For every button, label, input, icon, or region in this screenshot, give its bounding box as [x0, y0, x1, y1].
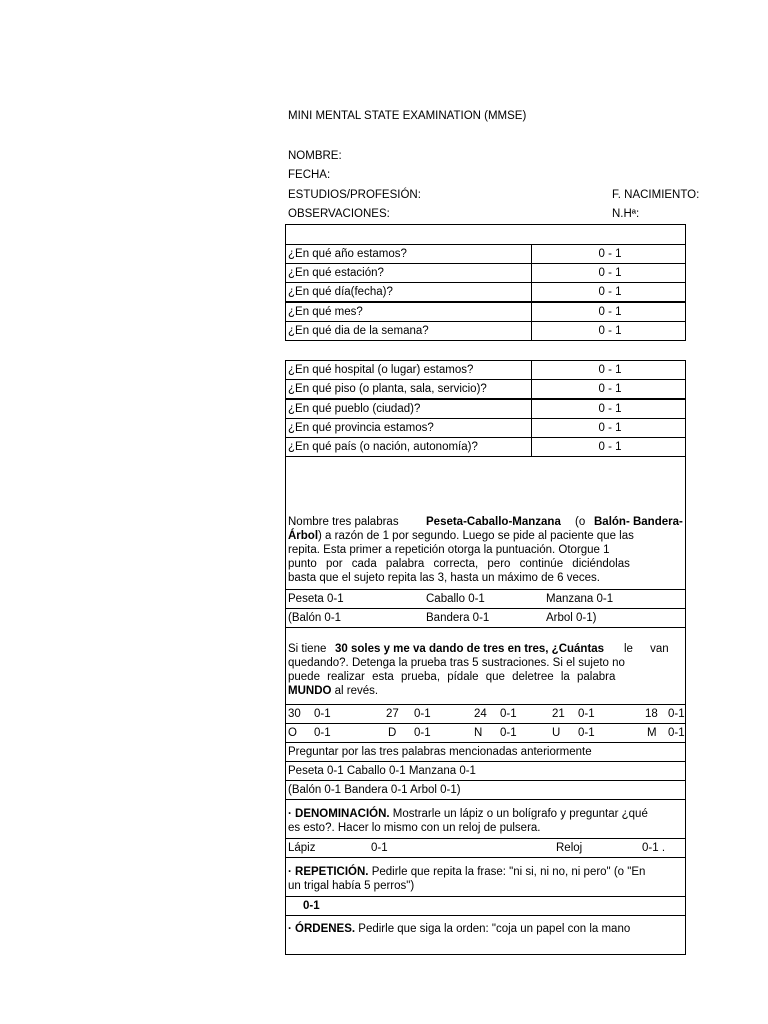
table-row	[285, 418, 686, 438]
fixation-line-2	[288, 530, 634, 542]
score: 0-1	[668, 727, 685, 739]
table-row	[285, 263, 686, 283]
fixation-line-5: basta que el sujeto repita las 3, hasta un máximo de 6 veces.	[288, 572, 600, 584]
attention-line-4	[288, 685, 378, 697]
question: ¿En qué pueblo (ciudad)?	[288, 403, 421, 415]
table-row	[285, 321, 686, 341]
score: 0-1	[314, 708, 331, 720]
question: ¿En qué provincia estamos?	[288, 422, 434, 434]
question: ¿En qué mes?	[288, 306, 363, 318]
lapiz-label: Lápiz	[288, 842, 316, 854]
fixation-line-3: repita. Esta primer a repetición otorga la puntuación. Otorgue 1	[288, 544, 610, 556]
score: 0-1	[500, 708, 517, 720]
text: Mostrarle un lápiz o un bolígrafo y preguntar ¿qué	[389, 808, 648, 820]
text: al revés.	[331, 685, 379, 697]
attention-line-3: puede realizar esta prueba, pídale que deletree la palabra	[288, 671, 616, 683]
table-row	[285, 742, 686, 762]
question: ¿En qué país (o nación, autonomía)?	[288, 441, 478, 453]
text: Nombre tres palabras	[288, 516, 399, 528]
table-row	[285, 608, 686, 628]
letter: D	[388, 727, 397, 739]
score: 0 - 1	[531, 361, 688, 379]
section-label: · REPETICIÓN.	[288, 866, 369, 878]
score: 0 - 1	[531, 264, 688, 282]
recall-words: Peseta 0-1 Caballo 0-1 Manzana 0-1	[288, 765, 476, 777]
words-alt: Árbol	[288, 530, 319, 542]
number: 30	[288, 708, 301, 720]
table-row	[285, 302, 686, 322]
text: (o	[575, 516, 586, 528]
mmse-form	[285, 0, 700, 935]
word-score: Arbol 0-1)	[546, 612, 597, 624]
nh-label: N.Hª:	[612, 208, 640, 220]
word-score: Manzana 0-1	[546, 593, 614, 605]
question: ¿En qué piso (o planta, sala, servicio)?	[288, 383, 487, 395]
table-row	[285, 282, 686, 302]
word-mundo: MUNDO	[288, 685, 332, 697]
score: 0 - 1	[531, 419, 688, 437]
score: 0 - 1	[531, 245, 688, 263]
text: le van	[624, 643, 669, 655]
repetition-line-1	[288, 866, 645, 878]
repetition-instructions	[285, 857, 686, 897]
nacimiento-label: F. NACIMIENTO:	[612, 189, 700, 201]
score: 0 - 1	[531, 438, 688, 456]
estudios-label: ESTUDIOS/PROFESIÓN:	[288, 189, 421, 201]
page-title: MINI MENTAL STATE EXAMINATION (MMSE)	[288, 110, 527, 122]
repetition-line-2: un trigal había 5 perros")	[288, 880, 415, 892]
recall-words-alt: (Balón 0-1 Bandera 0-1 Arbol 0-1)	[288, 784, 461, 796]
words-main: Peseta-Caballo-Manzana	[426, 516, 561, 528]
letter: U	[552, 727, 561, 739]
orders-instructions	[285, 915, 686, 955]
reloj-label: Reloj	[556, 842, 583, 854]
text: Pedirle que repita la frase: "ni si, ni no, ni pero" (o "En	[368, 866, 646, 878]
score: 0 - 1	[531, 322, 688, 340]
table-row	[285, 589, 686, 609]
orders-line-1	[288, 923, 630, 935]
word-score: Bandera 0-1	[426, 612, 490, 624]
table-row	[285, 761, 686, 781]
text: Pedirle que siga la orden: "coja un papel con la mano	[355, 923, 631, 935]
score: 0 - 1	[531, 380, 688, 398]
table-row	[285, 399, 686, 419]
question: ¿En qué estación?	[288, 267, 384, 279]
attention-line-1	[288, 643, 684, 655]
text: Si tiene	[288, 643, 327, 655]
score: 0-1	[500, 727, 517, 739]
number: 27	[386, 708, 399, 720]
section-label: · ÓRDENES.	[288, 923, 356, 935]
score: 0-1	[668, 708, 685, 720]
table-row	[285, 780, 686, 800]
score: 0-1	[414, 708, 431, 720]
score: 0-1	[578, 727, 595, 739]
table-row	[285, 379, 686, 399]
nombre-label: NOMBRE:	[288, 150, 342, 162]
table-row	[285, 704, 686, 724]
naming-instructions	[285, 799, 686, 839]
number: 24	[474, 708, 487, 720]
table-row	[285, 723, 686, 743]
score: 0-1	[414, 727, 431, 739]
score: 0-1	[314, 727, 331, 739]
word-score: Caballo 0-1	[426, 593, 485, 605]
table-row	[285, 360, 686, 380]
fixation-line-1	[288, 516, 684, 528]
question: ¿En qué año estamos?	[288, 248, 407, 260]
question: ¿En qué día(fecha)?	[288, 286, 393, 298]
blank-row	[285, 224, 686, 245]
fecha-label: FECHA:	[288, 169, 331, 181]
attention-line-2: quedando?. Detenga la prueba tras 5 sustraciones. Si el sujeto no	[288, 657, 625, 669]
table-row	[285, 437, 686, 457]
letter: N	[474, 727, 483, 739]
naming-line-2: es esto?. Hacer lo mismo con un reloj de pulsera.	[288, 822, 541, 834]
score: 0-1	[371, 842, 388, 854]
number: 18	[645, 708, 658, 720]
attention-instructions	[285, 627, 686, 705]
word-score: Peseta 0-1	[288, 593, 344, 605]
score: 0 - 1	[531, 283, 688, 301]
observaciones-label: OBSERVACIONES:	[288, 208, 390, 220]
question: ¿En qué hospital (o lugar) estamos?	[288, 364, 474, 376]
score: 0-1	[303, 900, 320, 912]
score: 0-1 .	[642, 842, 666, 854]
naming-line-1	[288, 808, 648, 820]
letter: M	[647, 727, 657, 739]
score: 0 - 1	[531, 400, 688, 418]
fixation-line-4: punto por cada palabra correcta, pero continúe diciéndolas	[288, 558, 630, 570]
score: 0-1	[578, 708, 595, 720]
text: ) a razón de 1 por segundo. Luego se pide al paciente que las	[318, 530, 634, 542]
table-row	[285, 896, 686, 916]
word-score: (Balón 0-1	[288, 612, 342, 624]
section-label: · DENOMINACIÓN.	[288, 808, 390, 820]
table-row	[285, 838, 686, 858]
recall-instruction: Preguntar por las tres palabras mencionadas anteriormente	[288, 746, 592, 758]
fixation-instructions	[285, 456, 686, 590]
table-row	[285, 244, 686, 264]
score: 0 - 1	[531, 303, 688, 321]
calc-text: 30 soles y me va dando de tres en tres, ¿Cuántas	[335, 643, 605, 655]
letter: O	[288, 727, 297, 739]
words-alt: Balón- Bandera-	[594, 516, 683, 528]
number: 21	[552, 708, 565, 720]
question: ¿En qué dia de la semana?	[288, 325, 429, 337]
